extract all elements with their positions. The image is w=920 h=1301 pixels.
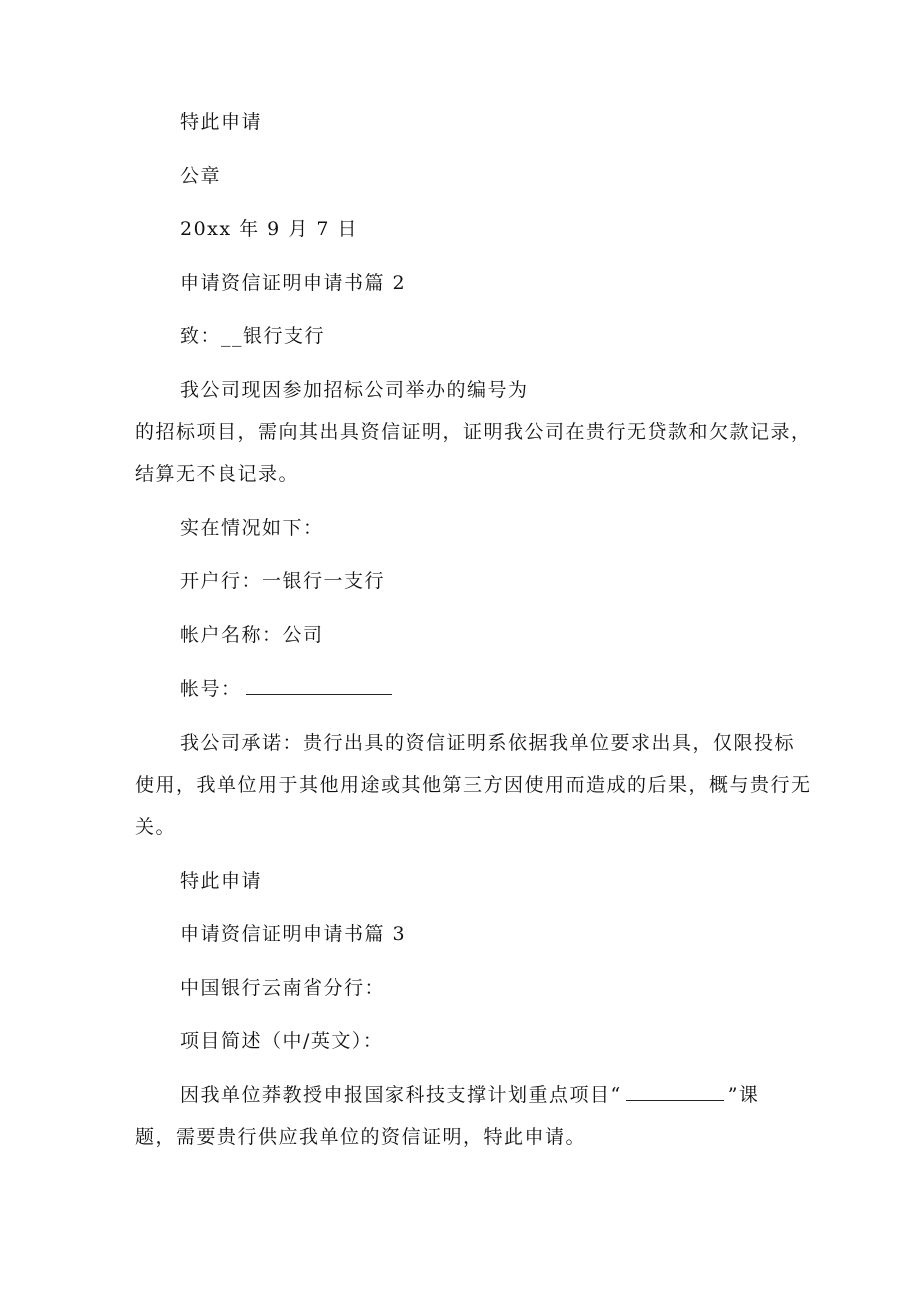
paragraph-line: 使用，我单位用于其他用途或其他第三方因使用而造成的后果，概与贵行无 bbox=[135, 774, 812, 796]
paragraph-line: 题，需要贵行供应我单位的资信证明，特此申请。 bbox=[135, 1126, 587, 1148]
seal-line: 公章 bbox=[180, 165, 222, 187]
paragraph-line bbox=[180, 1083, 759, 1107]
closing-line: 特此申请 bbox=[180, 870, 263, 892]
date-line: 20xx 年 9 月 7 日 bbox=[180, 218, 358, 240]
closing-line: 特此申请 bbox=[180, 111, 263, 133]
paragraph-text: ”课 bbox=[727, 1084, 760, 1106]
paragraph-line: 关。 bbox=[135, 816, 177, 838]
paragraph-line: 的招标项目，需向其出具资信证明，证明我公司在贵行无贷款和欠款记录， bbox=[135, 421, 812, 443]
section-title-2: 申请资信证明申请书篇 2 bbox=[180, 272, 407, 294]
account-name-line: 帐户名称：公司 bbox=[180, 624, 324, 646]
details-intro: 实在情况如下： bbox=[180, 517, 324, 539]
paragraph-line: 我公司承诺：贵行出具的资信证明系依据我单位要求出具，仅限投标 bbox=[180, 732, 796, 754]
account-number-label: 帐号： bbox=[180, 678, 242, 700]
account-number-line bbox=[180, 677, 392, 701]
project-name-blank bbox=[626, 1099, 724, 1101]
account-number-blank bbox=[246, 693, 392, 695]
addressee-line: 致：__银行支行 bbox=[180, 325, 326, 347]
bank-line: 开户行：一银行一支行 bbox=[180, 570, 386, 592]
paragraph-text: 因我单位莽教授申报国家科技支撑计划重点项目“ bbox=[180, 1084, 622, 1106]
section-title-3: 申请资信证明申请书篇 3 bbox=[180, 923, 407, 945]
addressee-line: 中国银行云南省分行： bbox=[180, 977, 386, 999]
paragraph-line: 结算无不良记录。 bbox=[135, 463, 300, 485]
paragraph-line: 我公司现因参加招标公司举办的编号为 bbox=[180, 379, 529, 401]
project-summary-label: 项目简述（中/英文）： bbox=[180, 1030, 384, 1052]
